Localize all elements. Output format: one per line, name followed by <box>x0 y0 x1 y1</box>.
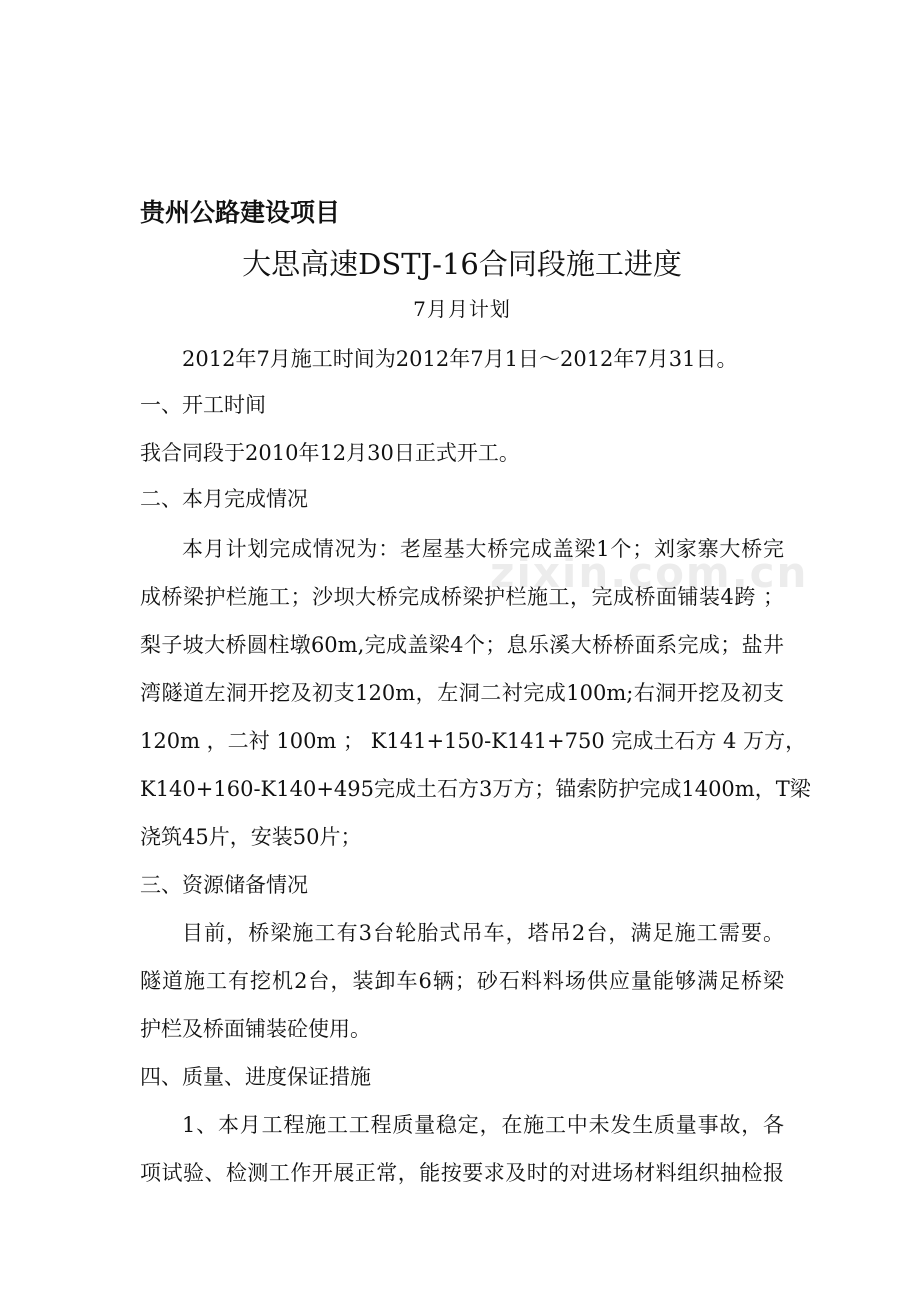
section-heading-1: 一、开工时间 <box>140 393 266 417</box>
section-2-line: 梨子坡大桥圆柱墩60m,完成盖梁4个；息乐溪大桥桥面系完成；盐井 <box>140 633 784 657</box>
section-4-line: 1、本月工程施工工程质量稳定，在施工中未发生质量事故，各 <box>182 1113 784 1137</box>
section-2-line: 120m ，二衬 100m ； K141+150-K141+750 完成土石方 4 万方， <box>140 729 807 753</box>
section-2-line: 本月计划完成情况为：老屋基大桥完成盖梁1个；刘家寨大桥完 <box>182 537 784 561</box>
section-2-line: 浇筑45片，安装50片； <box>140 825 362 849</box>
section-2-line: K140+160-K140+495完成土石方3万方；锚索防护完成1400m，T梁 <box>140 777 811 801</box>
section-heading-3: 三、资源储备情况 <box>140 873 308 897</box>
section-heading-2: 二、本月完成情况 <box>140 487 308 511</box>
document-subtitle: 7月月计划 <box>413 297 511 321</box>
section-3-line: 护栏及桥面铺装砼使用。 <box>140 1017 371 1041</box>
intro-paragraph: 2012年7月施工时间为2012年7月1日～2012年7月31日。 <box>182 347 738 371</box>
org-heading: 贵州公路建设项目 <box>140 198 341 227</box>
section-2-line: 湾隧道左洞开挖及初支120m，左洞二衬完成100m;右洞开挖及初支 <box>140 681 784 705</box>
section-2-line: 成桥梁护栏施工；沙坝大桥完成桥梁护栏施工，完成桥面铺装4跨 ； <box>140 585 784 609</box>
section-1-body: 我合同段于2010年12月30日正式开工。 <box>140 441 520 465</box>
section-heading-4: 四、质量、进度保证措施 <box>140 1065 371 1089</box>
section-3-line: 隧道施工有挖机2台，装卸车6辆；砂石料料场供应量能够满足桥梁 <box>140 969 784 993</box>
section-4-line: 项试验、检测工作开展正常，能按要求及时的对进场材料组织抽检报 <box>140 1161 784 1185</box>
document-title: 大思高速DSTJ-16合同段施工进度 <box>242 247 682 281</box>
watermark: zixin.com.cn <box>490 548 809 597</box>
section-3-line: 目前，桥梁施工有3台轮胎式吊车，塔吊2台，满足施工需要。 <box>182 921 784 945</box>
